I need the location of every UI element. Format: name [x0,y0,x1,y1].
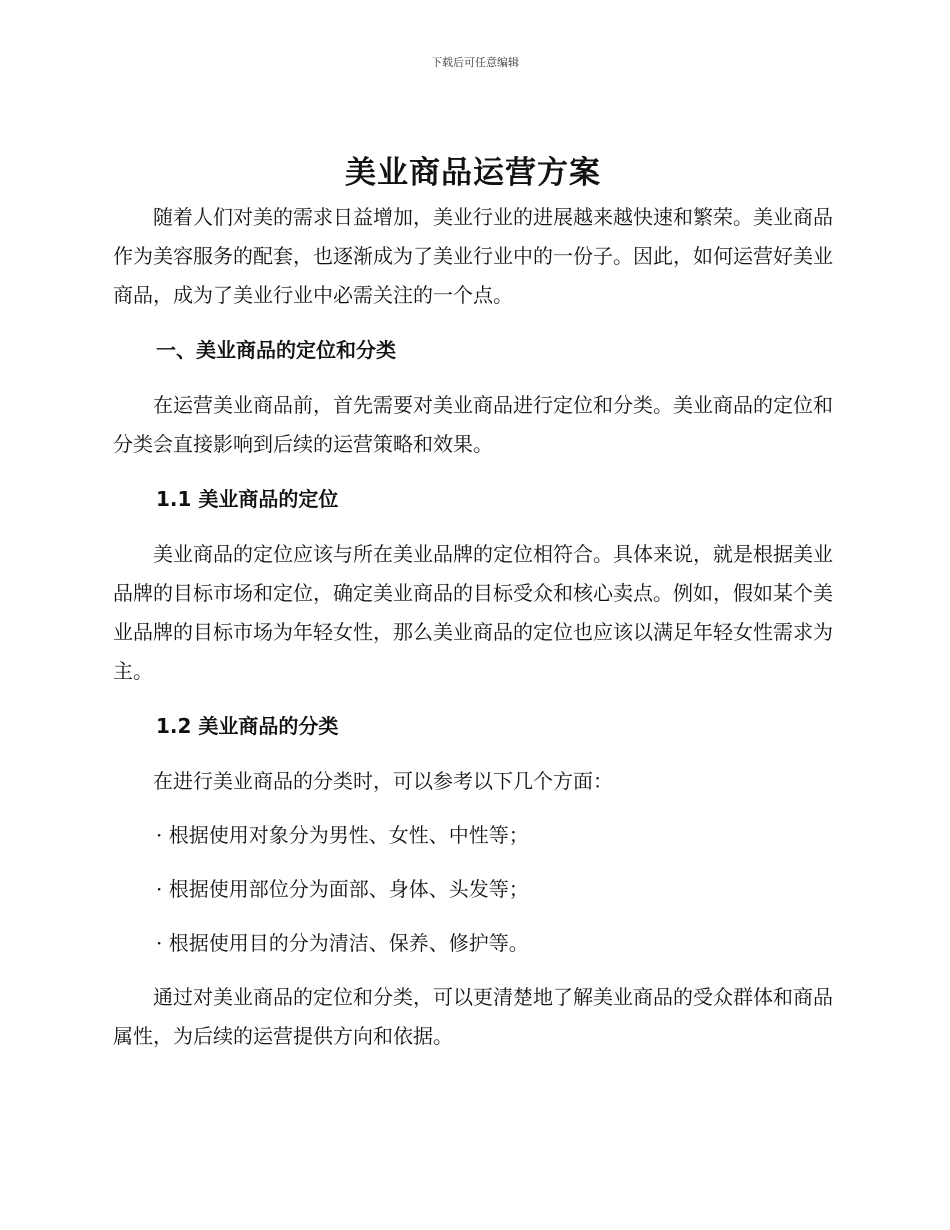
header-note: 下载后可任意编辑 [431,56,519,69]
list-item: · 根据使用部位分为面部、身体、头发等； [156,877,529,901]
document-body [113,150,833,1056]
subsection-1-2-heading: 1.2 美业商品的分类 [156,714,339,738]
summary-paragraph: 通过对美业商品的定位和分类，可以更清楚地了解美业商品的受众群体和商品属性，为后续的运营提供方向和依据。 [113,985,833,1048]
section-1-heading: 一、美业商品的定位和分类 [156,338,396,362]
subsection-1-2-paragraph: 在进行美业商品的分类时，可以参考以下几个方面： [153,769,613,793]
subsection-1-1-heading: 1.1 美业商品的定位 [156,487,339,511]
subsection-1-1-paragraph: 美业商品的定位应该与所在美业品牌的定位相符合。具体来说，就是根据美业品牌的目标市场和定位，确定美业商品的目标受众和核心卖点。例如，假如某个美业品牌的目标市场为年轻女性，那么美业商品的定位也应该以满足年轻女性需求为主。 [113,542,833,683]
document-title: 美业商品运营方案 [345,155,601,191]
list-item: · 根据使用对象分为男性、女性、中性等； [156,823,529,847]
section-1-paragraph: 在运营美业商品前，首先需要对美业商品进行定位和分类。美业商品的定位和分类会直接影响到后续的运营策略和效果。 [113,393,833,456]
intro-paragraph: 随着人们对美的需求日益增加，美业行业的进展越来越快速和繁荣。美业商品作为美容服务的配套，也逐渐成为了美业行业中的一份子。因此，如何运营好美业商品，成为了美业行业中必需关注的一个点。 [113,205,833,307]
list-item: · 根据使用目的分为清洁、保养、修护等。 [156,931,529,955]
